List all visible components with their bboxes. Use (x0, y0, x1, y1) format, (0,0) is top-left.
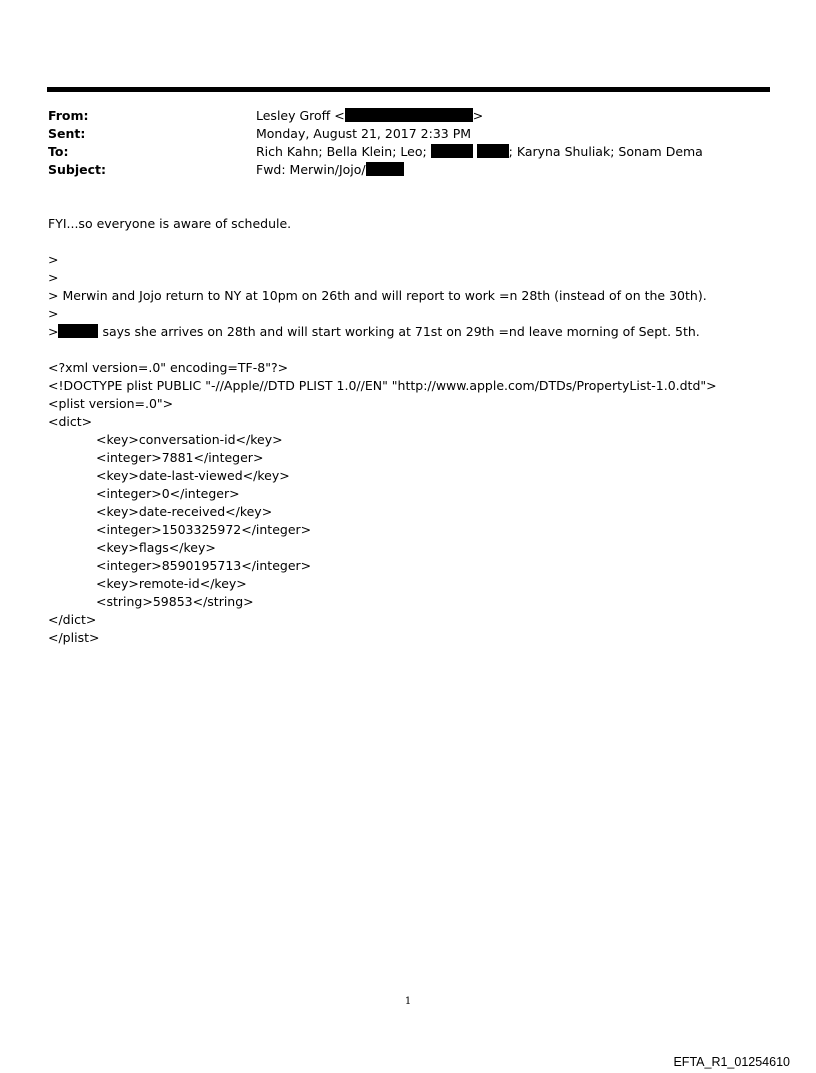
page-number: 1 (404, 996, 412, 1007)
from-value (256, 108, 483, 124)
plist-line: <integer>7881</integer> (96, 450, 264, 465)
plist-line: <?xml version=.0" encoding=TF-8"?> (48, 360, 289, 375)
body-fyi: FYI...so everyone is aware of schedule. (48, 216, 292, 231)
sent-label: Sent: (48, 126, 86, 141)
quote-line: > Merwin and Jojo return to NY at 10pm on 26th and will report to work =n 28th (instead of on the 30th). (48, 288, 707, 303)
redaction-box (58, 324, 98, 338)
redaction-box (431, 144, 473, 158)
subject-text: Fwd: Merwin/Jojo/ (256, 162, 366, 177)
to-value (256, 144, 703, 160)
quote-line (48, 324, 700, 340)
from-name: Lesley Groff < (256, 108, 345, 123)
redaction-box (366, 162, 404, 176)
to-part2: ; Karyna Shuliak; Sonam Dema (508, 144, 703, 159)
plist-line: <integer>8590195713</integer> (96, 558, 312, 573)
plist-line: <key>conversation-id</key> (96, 432, 283, 447)
to-label: To: (48, 144, 69, 159)
plist-line: <key>flags</key> (96, 540, 216, 555)
plist-line: </dict> (48, 612, 97, 627)
plist-line: <string>59853</string> (96, 594, 254, 609)
redaction-box (477, 144, 509, 158)
from-close: > (472, 108, 484, 123)
subject-value (256, 162, 404, 178)
quote-line: > (48, 252, 59, 267)
to-part1: Rich Kahn; Bella Klein; Leo; (256, 144, 427, 159)
quote-line: > (48, 306, 59, 321)
from-label: From: (48, 108, 89, 123)
plist-line: <dict> (48, 414, 93, 429)
subject-label: Subject: (48, 162, 106, 177)
plist-line: <integer>0</integer> (96, 486, 240, 501)
plist-line: <key>remote-id</key> (96, 576, 247, 591)
plist-line: </plist> (48, 630, 100, 645)
plist-line: <integer>1503325972</integer> (96, 522, 312, 537)
quote-text: says she arrives on 28th and will start working at 71st on 29th =nd leave morning of Sept. 5th. (98, 324, 700, 339)
quote-line: > (48, 270, 59, 285)
plist-line: <plist version=.0"> (48, 396, 174, 411)
quote-prefix: > (48, 324, 59, 339)
plist-line: <key>date-last-viewed</key> (96, 468, 290, 483)
plist-line: <!DOCTYPE plist PUBLIC "-//Apple//DTD PLIST 1.0//EN" "http://www.apple.com/DTDs/PropertyList-1.0.dtd"> (48, 378, 717, 393)
plist-line: <key>date-received</key> (96, 504, 273, 519)
redaction-box (345, 108, 473, 122)
sent-value: Monday, August 21, 2017 2:33 PM (256, 126, 472, 141)
bates-number: EFTA_R1_01254610 (673, 1055, 790, 1069)
header-rule (47, 87, 770, 92)
